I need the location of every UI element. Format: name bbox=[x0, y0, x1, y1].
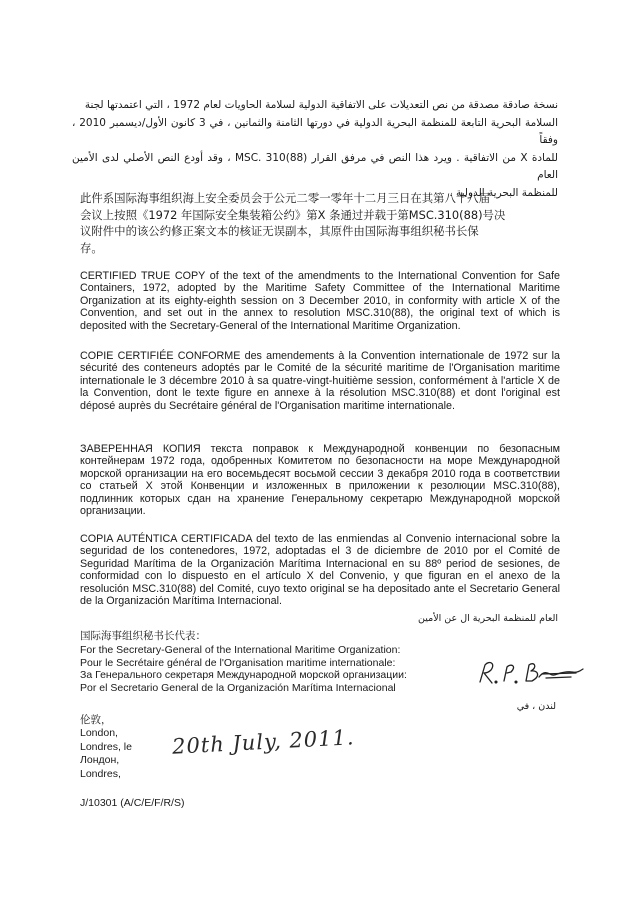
secretary-labels bbox=[80, 644, 440, 694]
document-reference: J/10301 (A/C/E/F/R/S) bbox=[80, 797, 185, 809]
arabic-certification bbox=[72, 97, 558, 202]
secretary-label-chinese: 国际海事组织秘书长代表： bbox=[80, 630, 206, 642]
place-label-arabic: لندن ، في bbox=[516, 701, 556, 712]
secretary-label-french: Pour le Secrétaire général de l'Organisation maritime internationale: bbox=[80, 656, 396, 669]
arabic-line: للمادة X من الاتفاقية . ويرد هذا النص في مرفق القرار MSC. 310(88) ، وقد أودع النص الأصلي لدى الأمين العام bbox=[72, 151, 558, 181]
place-label-french: Londres, le bbox=[80, 740, 132, 753]
secretary-label-spanish: Por el Secretario General de la Organización Marítima Internacional bbox=[80, 681, 396, 694]
place-label-chinese: 伦敦， bbox=[80, 714, 112, 726]
chinese-line: 议附件中的该公约修正案文本的核证无误副本，其原件由国际海事组织秘书长保 bbox=[80, 224, 479, 238]
secretary-label-russian: За Генерального секретаря Международной морской организации: bbox=[80, 669, 407, 682]
chinese-line: 此件系国际海事组织海上安全委员会于公元二零一零年十二月三日在其第八十八届 bbox=[80, 191, 491, 205]
signature bbox=[476, 656, 586, 690]
arabic-line: السلامة البحرية التابعة للمنظمة البحرية الدولية في دورتها الثامنة والثمانين ، في 3 كانون الأول/ديسمبر 2010 ، وفقاً bbox=[72, 116, 558, 146]
russian-certification: ЗАВЕРЕННАЯ КОПИЯ текста поправок к Международной конвенции по безопасным контейнерам 1972 года, одобренных Комитетом по безопасности на море Международной морской организации на его восемьдесят восьмой сессии 3 декабря 2010 года в соответствии со статьей X этой Конвенции и изложенных в приложении к резолюции MSC.310(88), подлинник которых сдан на хранение Генеральному секретарю Международной морской организации. bbox=[80, 443, 560, 518]
place-label-russian: Лондон, bbox=[80, 754, 120, 767]
chinese-certification bbox=[80, 190, 560, 256]
spanish-certification: COPIA AUTÉNTICA CERTIFICADA del texto de las enmiendas al Convenio internacional sobre la seguridad de los contenedores, 1972, adoptadas el 3 de diciembre de 2010 por el Comité de Seguridad Marítima de la Organización Marítima Internacional en su 88º period de sesiones, de conformidad con lo dispuesto en el artículo X del Convenio, y que figuran en el anexo de la resolución MSC.310(88) del Comité, cuyo texto original se ha depositado ante el Secretario General de la Organización Marítima Internacional. bbox=[80, 533, 560, 608]
english-certification: CERTIFIED TRUE COPY of the text of the amendments to the International Convention for Safe Containers, 1972, adopted by the Maritime Safety Committee of the International Maritime Organization at its eighty-eighth session on 3 December 2010, in conformity with article X of the Convention, and set out in the annex to resolution MSC.310(88), the original text of which is deposited with the Secretary-General of the International Maritime Organization. bbox=[80, 270, 560, 332]
place-labels bbox=[80, 714, 132, 781]
arabic-line: نسخة صادقة مصدقة من نص التعديلات على الاتفاقية الدولية لسلامة الحاويات لعام 1972 ، التي اعتمدتها لجنة bbox=[84, 99, 558, 111]
place-label-english: London, bbox=[80, 727, 118, 740]
french-certification: COPIE CERTIFIÉE CONFORME des amendements à la Convention internationale de 1972 sur la sécurité des conteneurs adoptés par le Comité de la sécurité maritime de l'Organisation maritime internationale le 3 décembre 2010 à sa quatre-vingt-huitième session, conformément à l'article X de la Convention, dont le texte figure en annexe à la résolution MSC.310(88) et dont l'original est déposé auprès du Secrétaire général de l'Organisation maritime internationale. bbox=[80, 350, 560, 412]
handwritten-date: 20th July, 2011. bbox=[171, 725, 356, 759]
chinese-line: 存。 bbox=[80, 240, 103, 255]
secretary-label-arabic: العام للمنظمة البحرية ال عن الأمين bbox=[418, 613, 558, 624]
place-label-spanish: Londres, bbox=[80, 767, 121, 780]
secretary-label-english: For the Secretary-General of the International Maritime Organization: bbox=[80, 644, 401, 656]
chinese-line: 会议上按照《1972 年国际安全集装箱公约》第X 条通过并载于第MSC.310(88)号决 bbox=[80, 207, 506, 222]
arabic-line: للمنظمة البحرية الدولية . bbox=[449, 186, 558, 199]
